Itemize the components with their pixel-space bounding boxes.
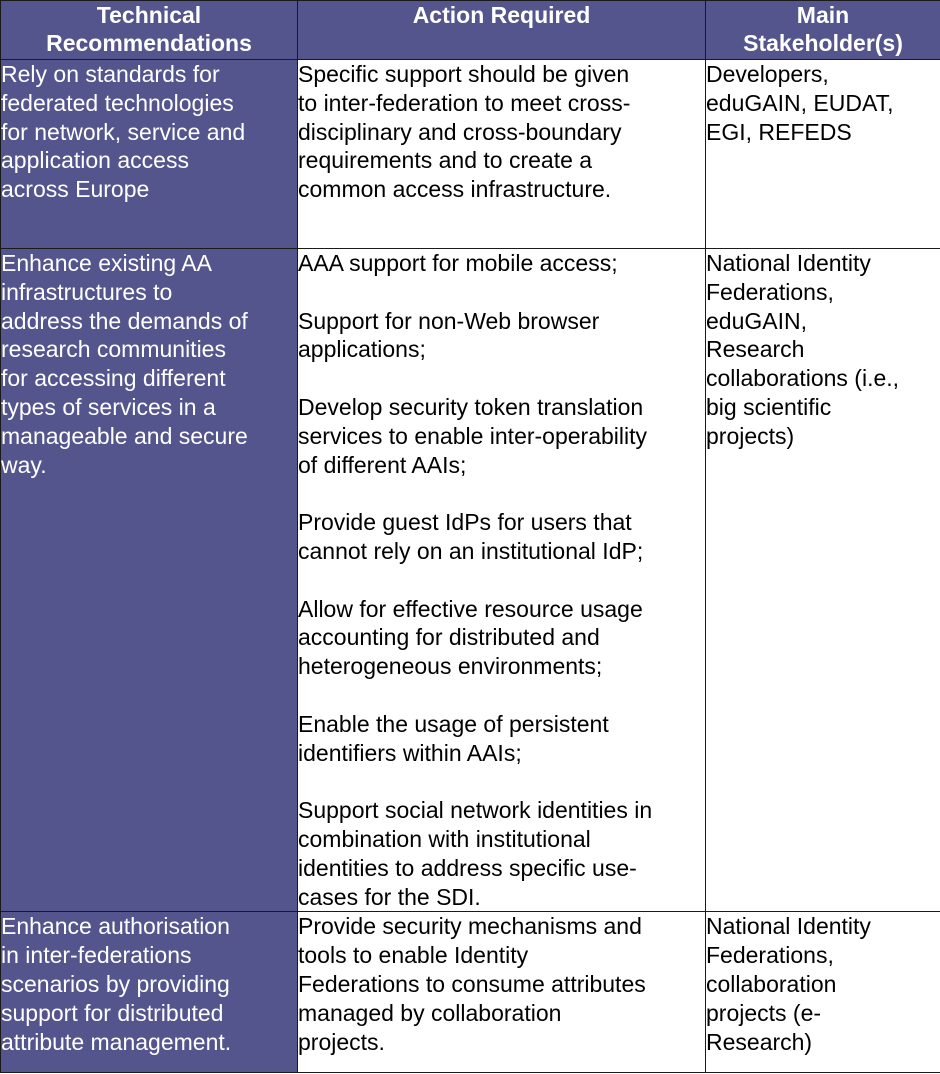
- cell-line: Support for non-Web browser: [298, 307, 600, 334]
- cell-line: to inter-federation to meet cross-: [298, 89, 631, 116]
- cell-line: EGI, REFEDS: [706, 118, 852, 145]
- cell-line: projects): [706, 422, 795, 449]
- cell-line: types of services in a: [1, 393, 216, 420]
- cell-line: support for distributed: [1, 999, 224, 1026]
- header-line: Action Required: [412, 2, 591, 28]
- cell-line: infrastructures to: [1, 278, 173, 305]
- cell-line: attribute management.: [1, 1028, 232, 1055]
- cell-line: projects.: [298, 1028, 385, 1055]
- cell-line: tools to enable Identity: [298, 942, 529, 969]
- header-main-stakeholders: [706, 1, 940, 60]
- stakeholders-cell: [706, 60, 940, 249]
- cell-line: Research: [706, 336, 805, 363]
- cell-line: AAA support for mobile access;: [298, 250, 618, 276]
- cell-line: manageable and secure: [1, 422, 248, 449]
- action-required-cell: [298, 249, 706, 912]
- cell-line: accounting for distributed and: [298, 624, 600, 651]
- header-line: Recommendations: [46, 30, 252, 56]
- action-item: [298, 796, 705, 911]
- cell-line: way.: [1, 451, 47, 478]
- action-required-cell: [298, 912, 706, 1073]
- cell-line: in inter-federations: [1, 942, 192, 969]
- cell-line: Support social network identities in: [298, 797, 653, 824]
- cell-line: Develop security token translation: [298, 393, 644, 420]
- header-row: [1, 1, 940, 60]
- cell-line: federated technologies: [1, 89, 234, 116]
- cell-line: National Identity: [706, 250, 871, 276]
- action-item: [298, 595, 705, 681]
- cell-line: collaboration: [706, 970, 837, 997]
- cell-line: managed by collaboration: [298, 999, 562, 1026]
- cell-line: Federations,: [706, 278, 834, 305]
- cell-line: Federations,: [706, 942, 834, 969]
- header-line: Stakeholder(s): [743, 30, 903, 56]
- cell-line: collaborations (i.e.,: [706, 365, 900, 392]
- action-item: [298, 393, 705, 479]
- cell-line: eduGAIN,: [706, 307, 807, 334]
- cell-line: Research): [706, 1028, 813, 1055]
- table-row: [1, 912, 940, 1073]
- cell-line: Provide guest IdPs for users that: [298, 509, 632, 536]
- cell-line: Provide security mechanisms and: [298, 913, 642, 940]
- cell-line: for accessing different: [1, 365, 226, 392]
- cell-line: identifiers within AAIs;: [298, 739, 522, 766]
- cell-line: cannot rely on an institutional IdP;: [298, 537, 644, 564]
- cell-line: Enable the usage of persistent: [298, 710, 609, 737]
- header-line: Technical: [96, 2, 202, 28]
- cell-line: Enhance existing AA: [1, 250, 212, 276]
- cell-line: services to enable inter-operability: [298, 422, 648, 449]
- technical-recommendation-cell: [1, 249, 298, 912]
- header-technical-recommendations: [1, 1, 298, 60]
- action-item: [298, 912, 705, 1056]
- cell-line: Rely on standards for: [1, 61, 220, 87]
- cell-line: common access infrastructure.: [298, 176, 612, 203]
- cell-line: cases for the SDI.: [298, 883, 481, 910]
- cell-line: applications;: [298, 336, 426, 363]
- cell-line: Allow for effective resource usage: [298, 595, 643, 622]
- cell-line: research communities: [1, 336, 226, 363]
- cell-line: scenarios by providing: [1, 970, 230, 997]
- action-item: [298, 508, 705, 566]
- cell-line: for network, service and: [1, 118, 246, 145]
- cell-line: Federations to consume attributes: [298, 970, 646, 997]
- stakeholders-cell: [706, 912, 940, 1073]
- header-line: Main: [796, 2, 850, 28]
- technical-recommendation-cell: [1, 912, 298, 1073]
- cell-line: National Identity: [706, 913, 871, 940]
- cell-line: across Europe: [1, 176, 150, 203]
- table-row: [1, 60, 940, 249]
- cell-line: application access: [1, 147, 189, 174]
- action-required-cell: [298, 60, 706, 249]
- action-item: [298, 307, 705, 365]
- action-item: [298, 710, 705, 768]
- action-item: [298, 249, 705, 278]
- cell-line: address the demands of: [1, 307, 248, 334]
- cell-line: big scientific: [706, 393, 832, 420]
- cell-line: requirements and to create a: [298, 147, 593, 174]
- cell-line: Enhance authorisation: [1, 913, 230, 940]
- cell-line: Specific support should be given: [298, 61, 630, 87]
- cell-line: of different AAIs;: [298, 451, 467, 478]
- cell-line: heterogeneous environments;: [298, 653, 603, 680]
- action-item: [298, 60, 705, 204]
- stakeholders-cell: [706, 249, 940, 912]
- header-action-required: [298, 1, 706, 60]
- cell-line: eduGAIN, EUDAT,: [706, 89, 894, 116]
- table-row: [1, 249, 940, 912]
- cell-line: combination with institutional: [298, 825, 591, 852]
- cell-line: Developers,: [706, 61, 829, 87]
- technical-recommendation-cell: [1, 60, 298, 249]
- cell-line: identities to address specific use-: [298, 854, 637, 881]
- cell-line: disciplinary and cross-boundary: [298, 118, 622, 145]
- cell-line: projects (e-: [706, 999, 822, 1026]
